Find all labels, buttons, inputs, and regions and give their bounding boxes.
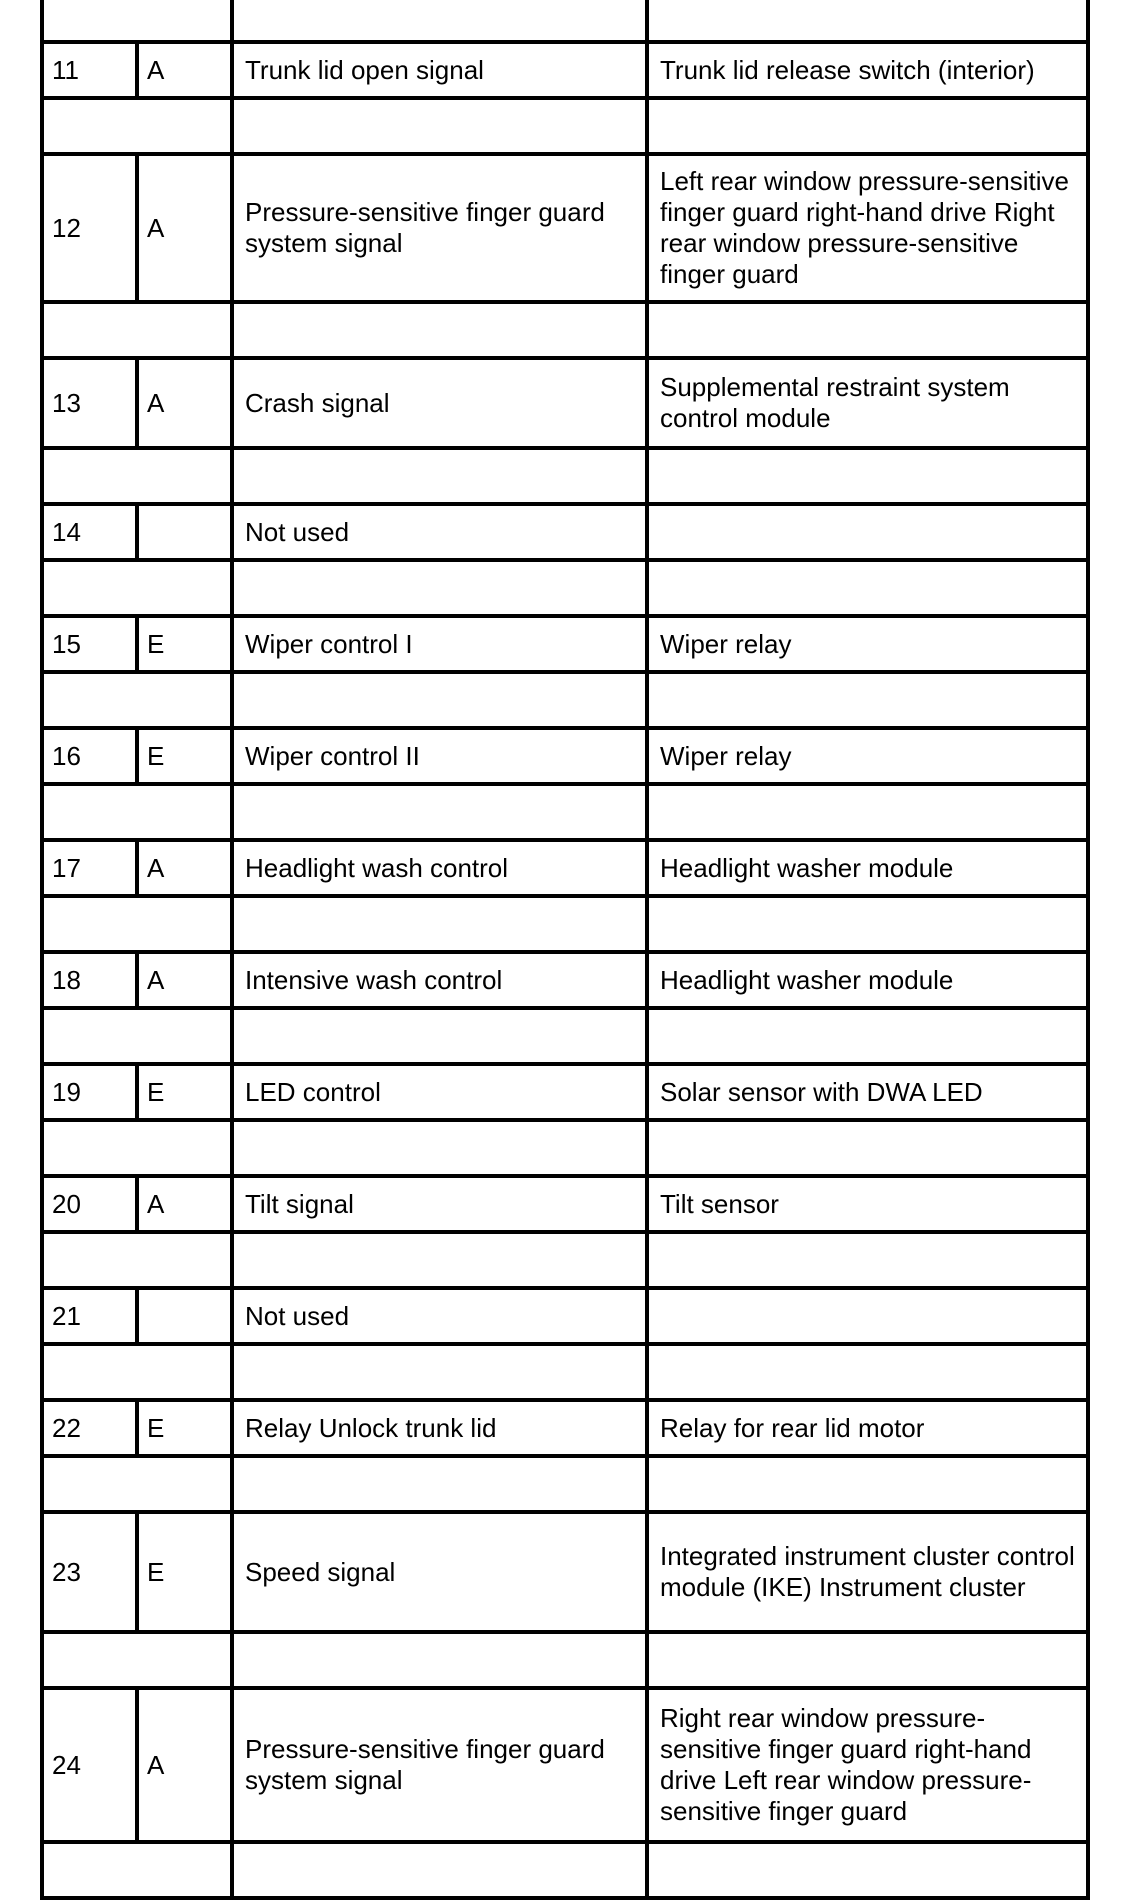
spacer-cell <box>232 560 647 616</box>
signal-cell: Pressure-sensitive finger guard system signal <box>232 154 647 302</box>
spacer-cell <box>42 1232 232 1288</box>
io-type-cell: A <box>137 840 232 896</box>
spacer-cell <box>647 1120 1088 1176</box>
spacer-cell <box>232 896 647 952</box>
signal-cell: LED control <box>232 1064 647 1120</box>
spacer-cell <box>647 1008 1088 1064</box>
spacer-cell <box>232 448 647 504</box>
table-row <box>42 840 1088 896</box>
io-type-cell <box>137 1288 232 1344</box>
connection-cell: Left rear window pressure-sensitive finger guard right-hand drive Right rear window pressure-sensitive finger guard <box>647 154 1088 302</box>
signal-cell: Pressure-sensitive finger guard system signal <box>232 1688 647 1842</box>
spacer-row <box>42 560 1088 616</box>
spacer-cell <box>647 560 1088 616</box>
spacer-cell <box>42 302 232 358</box>
spacer-cell <box>42 560 232 616</box>
spacer-cell <box>232 1120 647 1176</box>
pin-cell: 20 <box>42 1176 137 1232</box>
connection-cell: Right rear window pressure-sensitive finger guard right-hand drive Left rear window pressure-sensitive finger guard <box>647 1688 1088 1842</box>
pin-cell: 24 <box>42 1688 137 1842</box>
connection-cell: Supplemental restraint system control module <box>647 358 1088 448</box>
signal-cell: Not used <box>232 504 647 560</box>
io-type-cell: A <box>137 1176 232 1232</box>
io-type-cell: E <box>137 728 232 784</box>
spacer-cell <box>42 1344 232 1400</box>
spacer-cell <box>647 448 1088 504</box>
signal-cell: Wiper control I <box>232 616 647 672</box>
connection-cell: Integrated instrument cluster control module (IKE) Instrument cluster <box>647 1512 1088 1632</box>
pin-cell: 17 <box>42 840 137 896</box>
pin-cell: 21 <box>42 1288 137 1344</box>
spacer-row <box>42 1632 1088 1688</box>
signal-cell: Relay Unlock trunk lid <box>232 1400 647 1456</box>
spacer-row <box>42 672 1088 728</box>
spacer-cell <box>647 1344 1088 1400</box>
io-type-cell: E <box>137 616 232 672</box>
spacer-cell <box>42 1008 232 1064</box>
pin-cell: 22 <box>42 1400 137 1456</box>
io-type-cell: E <box>137 1512 232 1632</box>
spacer-cell <box>647 1232 1088 1288</box>
spacer-cell <box>647 1842 1088 1898</box>
pin-cell: 15 <box>42 616 137 672</box>
spacer-cell <box>232 1008 647 1064</box>
spacer-cell <box>232 1632 647 1688</box>
spacer-cell <box>647 784 1088 840</box>
spacer-row <box>42 1120 1088 1176</box>
spacer-cell <box>232 0 647 42</box>
spacer-cell <box>232 784 647 840</box>
signal-cell: Not used <box>232 1288 647 1344</box>
spacer-row <box>42 302 1088 358</box>
spacer-row <box>42 448 1088 504</box>
connection-cell: Tilt sensor <box>647 1176 1088 1232</box>
signal-cell: Wiper control II <box>232 728 647 784</box>
signal-cell: Tilt signal <box>232 1176 647 1232</box>
pin-cell: 23 <box>42 1512 137 1632</box>
pin-cell: 13 <box>42 358 137 448</box>
spacer-cell <box>42 1456 232 1512</box>
pin-assignment-table <box>40 0 1090 1900</box>
io-type-cell: A <box>137 1688 232 1842</box>
table-row <box>42 1688 1088 1842</box>
pin-cell: 16 <box>42 728 137 784</box>
connection-cell: Wiper relay <box>647 616 1088 672</box>
spacer-cell <box>42 784 232 840</box>
table-row <box>42 1512 1088 1632</box>
pin-cell: 18 <box>42 952 137 1008</box>
spacer-cell <box>647 0 1088 42</box>
spacer-cell <box>42 672 232 728</box>
spacer-cell <box>232 1344 647 1400</box>
spacer-cell <box>42 0 232 42</box>
spacer-cell <box>42 448 232 504</box>
io-type-cell: E <box>137 1400 232 1456</box>
spacer-cell <box>232 1456 647 1512</box>
spacer-cell <box>647 1456 1088 1512</box>
pin-cell: 11 <box>42 42 137 98</box>
io-type-cell <box>137 504 232 560</box>
spacer-row <box>42 784 1088 840</box>
io-type-cell: A <box>137 154 232 302</box>
pin-cell: 19 <box>42 1064 137 1120</box>
table-row <box>42 728 1088 784</box>
spacer-cell <box>42 1842 232 1898</box>
spacer-row <box>42 1008 1088 1064</box>
table-row <box>42 358 1088 448</box>
signal-cell: Trunk lid open signal <box>232 42 647 98</box>
io-type-cell: A <box>137 358 232 448</box>
connection-cell: Trunk lid release switch (interior) <box>647 42 1088 98</box>
table-row <box>42 1176 1088 1232</box>
io-type-cell: E <box>137 1064 232 1120</box>
signal-cell: Intensive wash control <box>232 952 647 1008</box>
connection-cell: Relay for rear lid motor <box>647 1400 1088 1456</box>
spacer-cell <box>647 1632 1088 1688</box>
pin-cell: 12 <box>42 154 137 302</box>
spacer-cell <box>232 98 647 154</box>
connection-cell <box>647 504 1088 560</box>
table-row <box>42 952 1088 1008</box>
spacer-cell <box>42 1632 232 1688</box>
io-type-cell: A <box>137 42 232 98</box>
table-row <box>42 42 1088 98</box>
pin-cell: 14 <box>42 504 137 560</box>
connection-cell: Wiper relay <box>647 728 1088 784</box>
spacer-cell <box>647 896 1088 952</box>
spacer-cell <box>232 302 647 358</box>
table-row <box>42 616 1088 672</box>
connection-cell <box>647 1288 1088 1344</box>
spacer-row <box>42 1842 1088 1898</box>
spacer-row <box>42 98 1088 154</box>
spacer-cell <box>232 672 647 728</box>
signal-cell: Crash signal <box>232 358 647 448</box>
spacer-row <box>42 1344 1088 1400</box>
table-row <box>42 1288 1088 1344</box>
signal-cell: Headlight wash control <box>232 840 647 896</box>
spacer-cell <box>647 672 1088 728</box>
spacer-cell <box>232 1232 647 1288</box>
spacer-cell <box>42 98 232 154</box>
io-type-cell: A <box>137 952 232 1008</box>
connection-cell: Headlight washer module <box>647 840 1088 896</box>
spacer-cell <box>647 98 1088 154</box>
table-row <box>42 154 1088 302</box>
spacer-row <box>42 1456 1088 1512</box>
spacer-cell <box>42 1120 232 1176</box>
signal-cell: Speed signal <box>232 1512 647 1632</box>
connection-cell: Solar sensor with DWA LED <box>647 1064 1088 1120</box>
spacer-row <box>42 0 1088 42</box>
spacer-cell <box>42 896 232 952</box>
table-row <box>42 1064 1088 1120</box>
connection-cell: Headlight washer module <box>647 952 1088 1008</box>
spacer-row <box>42 1232 1088 1288</box>
spacer-row <box>42 896 1088 952</box>
spacer-cell <box>232 1842 647 1898</box>
table-row <box>42 504 1088 560</box>
table-row <box>42 1400 1088 1456</box>
spacer-cell <box>647 302 1088 358</box>
